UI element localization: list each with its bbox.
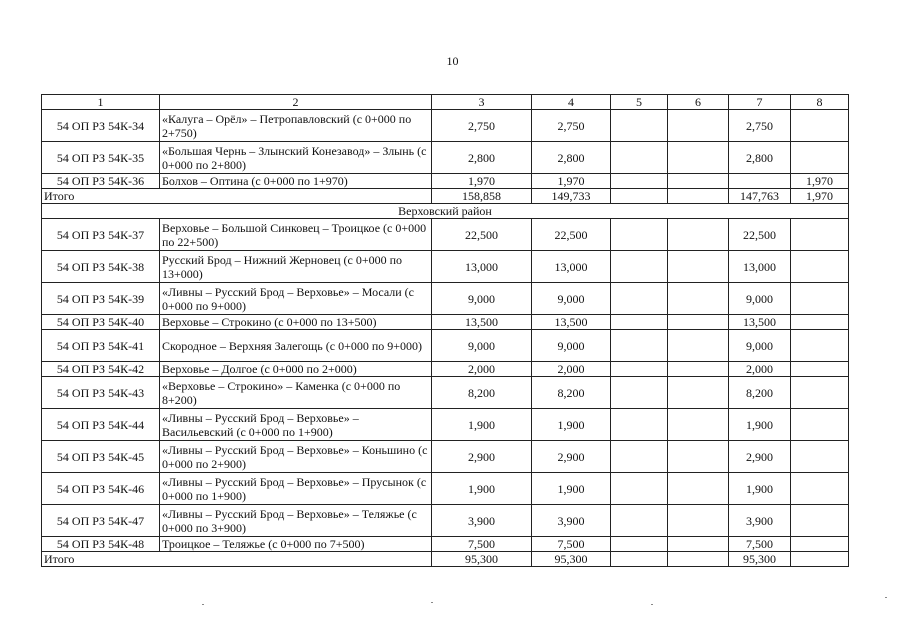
road-name-cell: «Ливны – Русский Брод – Верховье» – Прусынок (с 0+000 по 1+900) [160,473,432,505]
value-cell: 3,900 [432,505,532,537]
column-number-cell: 7 [729,95,791,110]
table-row [42,110,849,142]
column-number-cell: 3 [432,95,532,110]
value-cell: 2,800 [729,142,791,174]
value-cell [791,505,849,537]
value-cell: 13,000 [729,251,791,283]
value-cell: 22,500 [729,219,791,251]
total-value-cell [611,552,668,567]
value-cell [611,409,668,441]
total-value-cell: 158,858 [432,189,532,204]
road-code-cell: 54 ОП РЗ 54К-48 [42,537,160,552]
road-code-cell: 54 ОП РЗ 54К-45 [42,441,160,473]
table-row [42,315,849,330]
value-cell [791,315,849,330]
total-value-cell: 147,763 [729,189,791,204]
column-number-cell: 5 [611,95,668,110]
road-code-cell: 54 ОП РЗ 54К-40 [42,315,160,330]
value-cell [791,330,849,362]
value-cell: 2,800 [532,142,611,174]
page-number: 10 [446,54,459,68]
value-cell: 9,000 [432,283,532,315]
table-row [42,409,849,441]
value-cell: 1,900 [532,473,611,505]
value-cell: 8,200 [532,377,611,409]
value-cell [668,110,729,142]
table-row [42,362,849,377]
value-cell [611,315,668,330]
value-cell [668,142,729,174]
total-row [42,189,849,204]
table-row [42,174,849,189]
road-name-cell: Верховье – Строкино (с 0+000 по 13+500) [160,315,432,330]
road-name-cell: «Калуга – Орёл» – Петропавловский (с 0+000 по 2+750) [160,110,432,142]
value-cell: 22,500 [432,219,532,251]
value-cell: 1,900 [729,473,791,505]
road-code-cell: 54 ОП РЗ 54К-42 [42,362,160,377]
value-cell: 1,970 [532,174,611,189]
value-cell [791,251,849,283]
table-row [42,377,849,409]
total-value-cell [668,552,729,567]
value-cell [791,110,849,142]
value-cell: 9,000 [432,330,532,362]
value-cell [611,219,668,251]
road-name-cell: «Верховье – Строкино» – Каменка (с 0+000 по 8+200) [160,377,432,409]
value-cell [611,473,668,505]
total-label-cell: Итого [42,189,432,204]
total-value-cell: 95,300 [729,552,791,567]
column-number-cell: 2 [160,95,432,110]
table-row [42,537,849,552]
value-cell [611,174,668,189]
value-cell [791,441,849,473]
value-cell: 2,900 [532,441,611,473]
value-cell [668,283,729,315]
value-cell: 13,500 [532,315,611,330]
value-cell: 2,000 [432,362,532,377]
value-cell [668,377,729,409]
road-code-cell: 54 ОП РЗ 54К-47 [42,505,160,537]
value-cell [668,330,729,362]
section-row [42,204,849,219]
value-cell: 9,000 [532,283,611,315]
value-cell: 1,900 [532,409,611,441]
total-label-cell: Итого [42,552,432,567]
value-cell [791,377,849,409]
value-cell: 13,000 [432,251,532,283]
value-cell [729,174,791,189]
header-row [42,95,849,110]
table-row [42,251,849,283]
road-code-cell: 54 ОП РЗ 54К-39 [42,283,160,315]
value-cell: 3,900 [729,505,791,537]
value-cell [611,505,668,537]
road-name-cell: Русский Брод – Нижний Жерновец (с 0+000 по 13+000) [160,251,432,283]
value-cell: 7,500 [532,537,611,552]
value-cell [611,330,668,362]
road-code-cell: 54 ОП РЗ 54К-35 [42,142,160,174]
value-cell: 9,000 [729,330,791,362]
value-cell: 1,900 [432,473,532,505]
value-cell [791,409,849,441]
table-row [42,142,849,174]
total-value-cell [791,552,849,567]
value-cell: 13,500 [729,315,791,330]
scan-speck [885,597,887,598]
value-cell: 7,500 [432,537,532,552]
road-code-cell: 54 ОП РЗ 54К-46 [42,473,160,505]
road-name-cell: «Ливны – Русский Брод – Верховье» – Мосали (с 0+000 по 9+000) [160,283,432,315]
road-name-cell: Скородное – Верхняя Залегощь (с 0+000 по 9+000) [160,330,432,362]
value-cell [611,283,668,315]
road-name-cell: «Ливны – Русский Брод – Верховье» – Васильевский (с 0+000 по 1+900) [160,409,432,441]
value-cell: 2,750 [729,110,791,142]
table-row [42,441,849,473]
section-title-cell: Верховский район [42,204,849,219]
value-cell: 2,800 [432,142,532,174]
column-number-cell: 1 [42,95,160,110]
value-cell [668,174,729,189]
value-cell [791,362,849,377]
total-value-cell: 1,970 [791,189,849,204]
value-cell: 8,200 [432,377,532,409]
road-name-cell: Болхов – Оптина (с 0+000 по 1+970) [160,174,432,189]
value-cell: 2,750 [432,110,532,142]
value-cell: 8,200 [729,377,791,409]
scan-speck [431,602,433,603]
road-code-cell: 54 ОП РЗ 54К-34 [42,110,160,142]
road-code-cell: 54 ОП РЗ 54К-41 [42,330,160,362]
value-cell: 3,900 [532,505,611,537]
value-cell [668,505,729,537]
value-cell [668,219,729,251]
value-cell [611,377,668,409]
value-cell [791,283,849,315]
value-cell: 9,000 [532,330,611,362]
road-name-cell: «Ливны – Русский Брод – Верховье» – Коньшино (с 0+000 по 2+900) [160,441,432,473]
value-cell: 13,000 [532,251,611,283]
value-cell [668,251,729,283]
road-name-cell: «Большая Чернь – Злынский Конезавод» – Злынь (с 0+000 по 2+800) [160,142,432,174]
value-cell: 1,970 [791,174,849,189]
total-row [42,552,849,567]
road-name-cell: «Ливны – Русский Брод – Верховье» – Теляжье (с 0+000 по 3+900) [160,505,432,537]
column-number-cell: 8 [791,95,849,110]
table-row [42,505,849,537]
value-cell [668,315,729,330]
value-cell: 9,000 [729,283,791,315]
value-cell: 2,000 [729,362,791,377]
value-cell [668,441,729,473]
value-cell [668,473,729,505]
value-cell [668,537,729,552]
table-row [42,330,849,362]
total-value-cell: 149,733 [532,189,611,204]
value-cell: 2,900 [432,441,532,473]
value-cell: 1,900 [729,409,791,441]
table-row [42,473,849,505]
value-cell: 13,500 [432,315,532,330]
value-cell [611,441,668,473]
value-cell [611,362,668,377]
value-cell [668,362,729,377]
road-name-cell: Верховье – Большой Синковец – Троицкое (с 0+000 по 22+500) [160,219,432,251]
total-value-cell [611,189,668,204]
total-value-cell [668,189,729,204]
scan-speck [651,604,653,605]
value-cell [611,251,668,283]
road-code-cell: 54 ОП РЗ 54К-38 [42,251,160,283]
value-cell: 7,500 [729,537,791,552]
value-cell: 2,900 [729,441,791,473]
value-cell [668,409,729,441]
road-code-cell: 54 ОП РЗ 54К-37 [42,219,160,251]
total-value-cell: 95,300 [532,552,611,567]
value-cell: 22,500 [532,219,611,251]
value-cell [791,537,849,552]
total-value-cell: 95,300 [432,552,532,567]
value-cell [791,219,849,251]
road-code-cell: 54 ОП РЗ 54К-43 [42,377,160,409]
roads-table [41,94,849,567]
column-number-cell: 6 [668,95,729,110]
road-name-cell: Верховье – Долгое (с 0+000 по 2+000) [160,362,432,377]
value-cell: 1,900 [432,409,532,441]
value-cell: 2,000 [532,362,611,377]
value-cell [611,110,668,142]
road-code-cell: 54 ОП РЗ 54К-36 [42,174,160,189]
value-cell: 1,970 [432,174,532,189]
table-row [42,219,849,251]
value-cell [791,142,849,174]
column-number-cell: 4 [532,95,611,110]
road-name-cell: Троицкое – Теляжье (с 0+000 по 7+500) [160,537,432,552]
value-cell [791,473,849,505]
road-code-cell: 54 ОП РЗ 54К-44 [42,409,160,441]
value-cell: 2,750 [532,110,611,142]
value-cell [611,142,668,174]
value-cell [611,537,668,552]
scan-speck [202,604,204,605]
table-row [42,283,849,315]
